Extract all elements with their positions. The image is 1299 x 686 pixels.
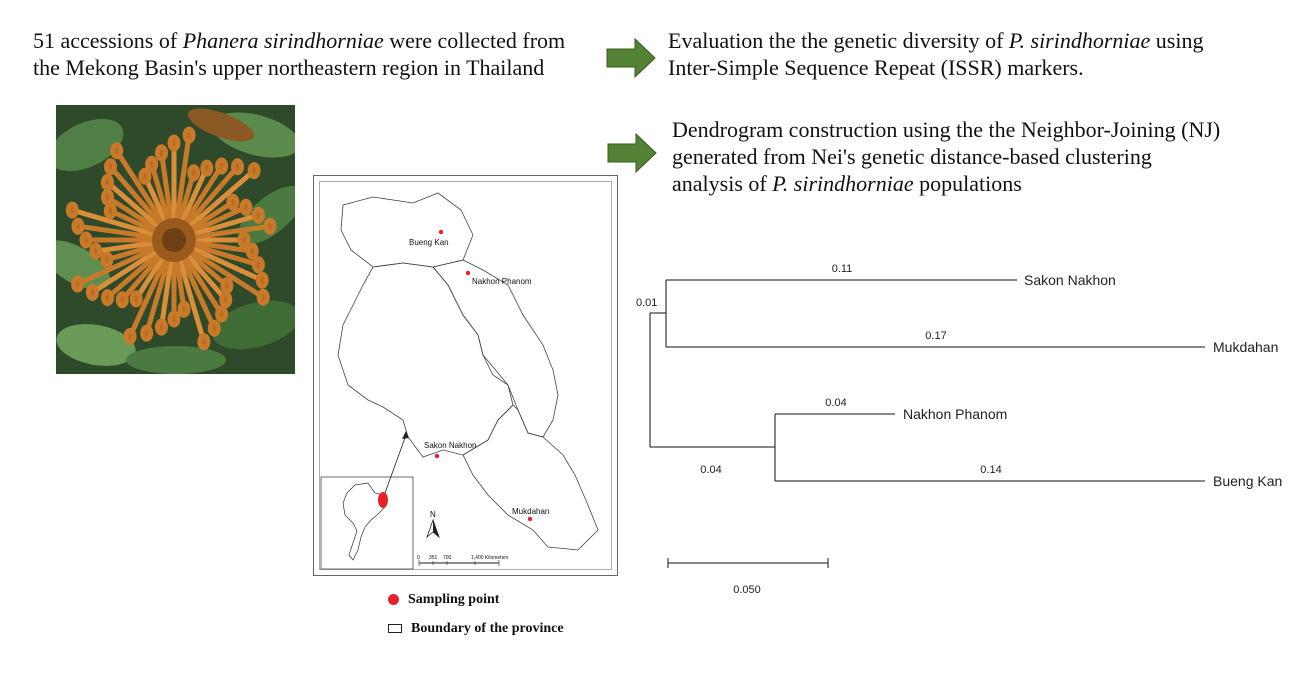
flower-bud	[107, 161, 115, 173]
map-label-sakon-nakhon: Sakon Nakhon	[424, 441, 477, 450]
flower-bud	[82, 234, 90, 246]
flower-bud	[248, 245, 256, 257]
step2-text	[668, 27, 1203, 81]
step2-line1: Evaluation the the genetic diversity of P. sirindhorniae using	[668, 28, 1204, 53]
map-label-mukdahan: Mukdahan	[512, 507, 550, 516]
svg-text:1,400 Kilometers: 1,400 Kilometers	[471, 555, 509, 561]
map-label-bueng-kan: Bueng Kan	[409, 238, 449, 247]
flower-bud	[132, 293, 140, 305]
svg-text:351: 351	[429, 555, 438, 561]
flower-bud	[180, 303, 188, 315]
map-label-nakhon-phanom: Nakhon Phanom	[472, 277, 532, 286]
legend-sampling-point-label: Sampling point	[408, 592, 500, 607]
flower-bud	[254, 259, 262, 271]
flower-bud	[68, 204, 76, 216]
flower-bud	[74, 220, 82, 232]
flow-arrow-icon	[607, 133, 657, 173]
legend-sampling-point	[388, 592, 499, 608]
flower-bud	[118, 294, 126, 306]
dendro-label-leaf-3: 0.14	[980, 464, 1002, 476]
flower-bud	[200, 336, 208, 348]
dendro-leaf-3: Bueng Kan	[1213, 473, 1283, 489]
legend-boundary	[388, 621, 564, 637]
dendro-label-leaf-1: 0.17	[925, 330, 947, 342]
flower-bud	[258, 274, 266, 286]
flower-bud	[240, 234, 248, 246]
flower-bud	[210, 322, 218, 334]
flower-bud	[190, 167, 198, 179]
flower-bud	[242, 201, 250, 213]
flower-bud	[143, 327, 151, 339]
flower-bud	[158, 321, 166, 333]
flower-illustration	[56, 105, 295, 374]
svg-text:N: N	[430, 510, 436, 519]
dendro-leaf-0: Sakon Nakhon	[1024, 272, 1116, 288]
flower-bud	[218, 308, 226, 320]
flower-bud	[88, 286, 96, 298]
step3-text	[672, 116, 1220, 197]
flower-bud	[223, 280, 231, 292]
flower-photo	[56, 105, 295, 374]
flower-bud	[106, 205, 114, 217]
flower-bud	[104, 176, 112, 188]
flower-bud	[126, 330, 134, 342]
step3-line2: generated from Nei's genetic distance-based clustering	[672, 144, 1152, 169]
svg-text:0: 0	[417, 555, 420, 561]
flower-bud	[254, 209, 262, 221]
dendro-scale-label: 0.050	[733, 584, 761, 596]
flower-bud	[259, 291, 267, 303]
flower-bud	[218, 160, 226, 172]
flower-bud	[185, 129, 193, 141]
province-map	[313, 175, 618, 576]
flower-bud	[92, 245, 100, 257]
flower-bud	[222, 294, 230, 306]
step1-line2: the Mekong Basin's upper northeastern region in Thailand	[33, 55, 545, 80]
flower-bud	[113, 145, 121, 157]
dendro-leaf-1: Mukdahan	[1213, 339, 1279, 355]
flower-bud	[104, 191, 112, 203]
step1-text	[33, 27, 565, 81]
dendro-leaf-2: Nakhon Phanom	[903, 406, 1008, 422]
step3-line3: analysis of P. sirindhorniae populations	[672, 171, 1022, 196]
svg-text:700: 700	[443, 555, 452, 561]
flower-bud	[170, 313, 178, 325]
dendro-label-leaf-0: 0.11	[831, 263, 853, 275]
flower-bud	[104, 292, 112, 304]
dendro-label-cluster-b: 0.04	[700, 464, 722, 476]
flow-arrow-icon	[606, 38, 656, 78]
step2-line2: Inter-Simple Sequence Repeat (ISSR) markers.	[668, 55, 1084, 80]
step3-line1: Dendrogram construction using the the Neighbor-Joining (NJ)	[672, 117, 1221, 142]
nj-dendrogram	[620, 245, 1299, 615]
flower-bud	[158, 147, 166, 159]
sampling-point-icon	[388, 594, 399, 605]
flower-bud	[203, 162, 211, 174]
step1-line1: 51 accessions of Phanera sirindhorniae were collected from	[33, 28, 566, 53]
legend-boundary-label: Boundary of the province	[411, 621, 564, 636]
flower-bud	[148, 158, 156, 170]
flower-bud	[250, 165, 258, 177]
flower-bud	[266, 220, 274, 232]
dendro-label-leaf-2: 0.04	[825, 397, 847, 409]
flower-bud	[103, 254, 111, 266]
boundary-box-icon	[388, 624, 402, 633]
flower-bud	[170, 137, 178, 149]
flower-bud	[229, 196, 237, 208]
flower-bud	[74, 278, 82, 290]
dendro-label-cluster-a: 0.01	[636, 297, 658, 309]
flower-bud	[141, 170, 149, 182]
flower-bud	[234, 161, 242, 173]
